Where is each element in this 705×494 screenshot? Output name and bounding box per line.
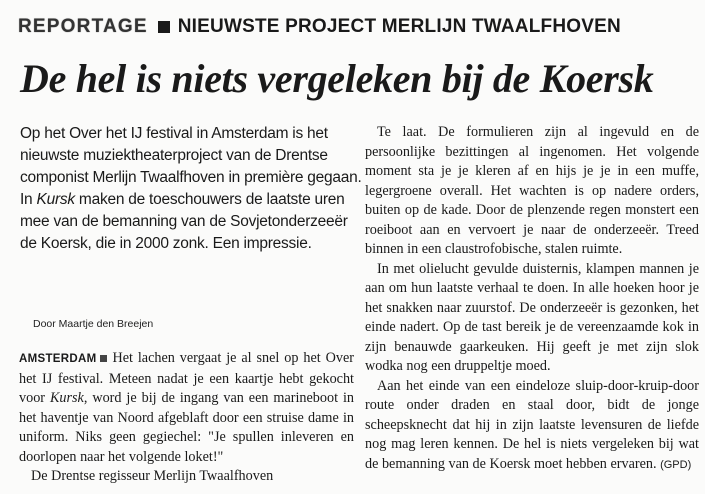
body-text: Het lachen vergaat je al snel op het Over het IJ festival. Meteen nadat je een kaartje hebt gekocht voor: [19, 350, 354, 406]
article-column-left: [19, 349, 354, 494]
intro-text-end: maken de toeschouwers de laatste uren mee van de bemanning van de Sovjetonderzeeër de Koersk, die in 2000 zonk. Een impressie.: [20, 191, 348, 252]
dateline: AMSTERDAM: [19, 353, 97, 365]
byline: Door Maartje den Breejen: [33, 318, 154, 330]
body-paragraph: De Drentse regisseur Merlijn Twaalfhoven: [31, 468, 274, 484]
body-text: Aan het einde van een eindeloze sluip-door-kruip-door route onder draden en staal door, bidt de jonge scheepsknecht dat hij in zijn laatste levensuren de liefde nog mag leren kennen. De hel is niets vergeleken bij wat de bemanning van de Koersk moet hebben ervaren.: [365, 377, 699, 472]
intro-work-title: Kursk: [36, 191, 75, 208]
body-paragraph: [365, 377, 699, 476]
source-credit: (GPD): [660, 458, 692, 471]
body-paragraph: [19, 349, 354, 467]
body-work-title: Kursk: [49, 390, 84, 406]
section-label: REPORTAGE: [18, 16, 148, 37]
intro-paragraph: [20, 123, 362, 255]
topic-label: NIEUWSTE PROJECT MERLIJN TWAALFHOVEN: [177, 16, 621, 37]
section-kicker: [18, 14, 621, 40]
intro-lead: [20, 123, 362, 255]
square-bullet-icon: [100, 355, 107, 362]
body-paragraph: Te laat. De formulieren zijn al ingevuld en de persoonlijke bezittingen al ingenomen. Het volgende moment sta je je kleren af en hijs je je in een muffe, legergroene overall. Het wachten is op nadere orders, buiten op de kade. Door de plenzende regen monstert een roeiboot aan en vervoert je naar de onderzeeër. Treed binnen in een claustrofobische, stalen ruimte.: [365, 124, 699, 257]
body-text: , word je bij de ingang van een marineboot in het haventje van Noord afgeblaft door een struise dame in uniform. Niks geen gegiechel: "Je spullen inleveren en doorlopen naar het volgende loket!": [19, 390, 354, 465]
body-paragraph: In met olielucht gevulde duisternis, klampen mannen je aan om hun laatste verhaal te doen. In alle hoeken hoor je het snakken naar zuurstof. De onderzeeër is gezonken, het einde nadert. Op de tast bereik je de vereenzaamde kok in zijn benauwde gaarkeuken. Hij geeft je met zijn slok wodka nog een druppeltje moed.: [365, 260, 699, 374]
square-bullet-icon: [158, 21, 170, 33]
headline: De hel is niets vergeleken bij de Koersk: [20, 56, 654, 101]
intro-text-start: Op het Over het IJ festival in Amsterdam is het nieuwste muziektheaterproject van de Drentse componist Merlijn Twaalfhoven in première gegaan. In: [20, 125, 362, 208]
article-column-right: [365, 123, 699, 483]
